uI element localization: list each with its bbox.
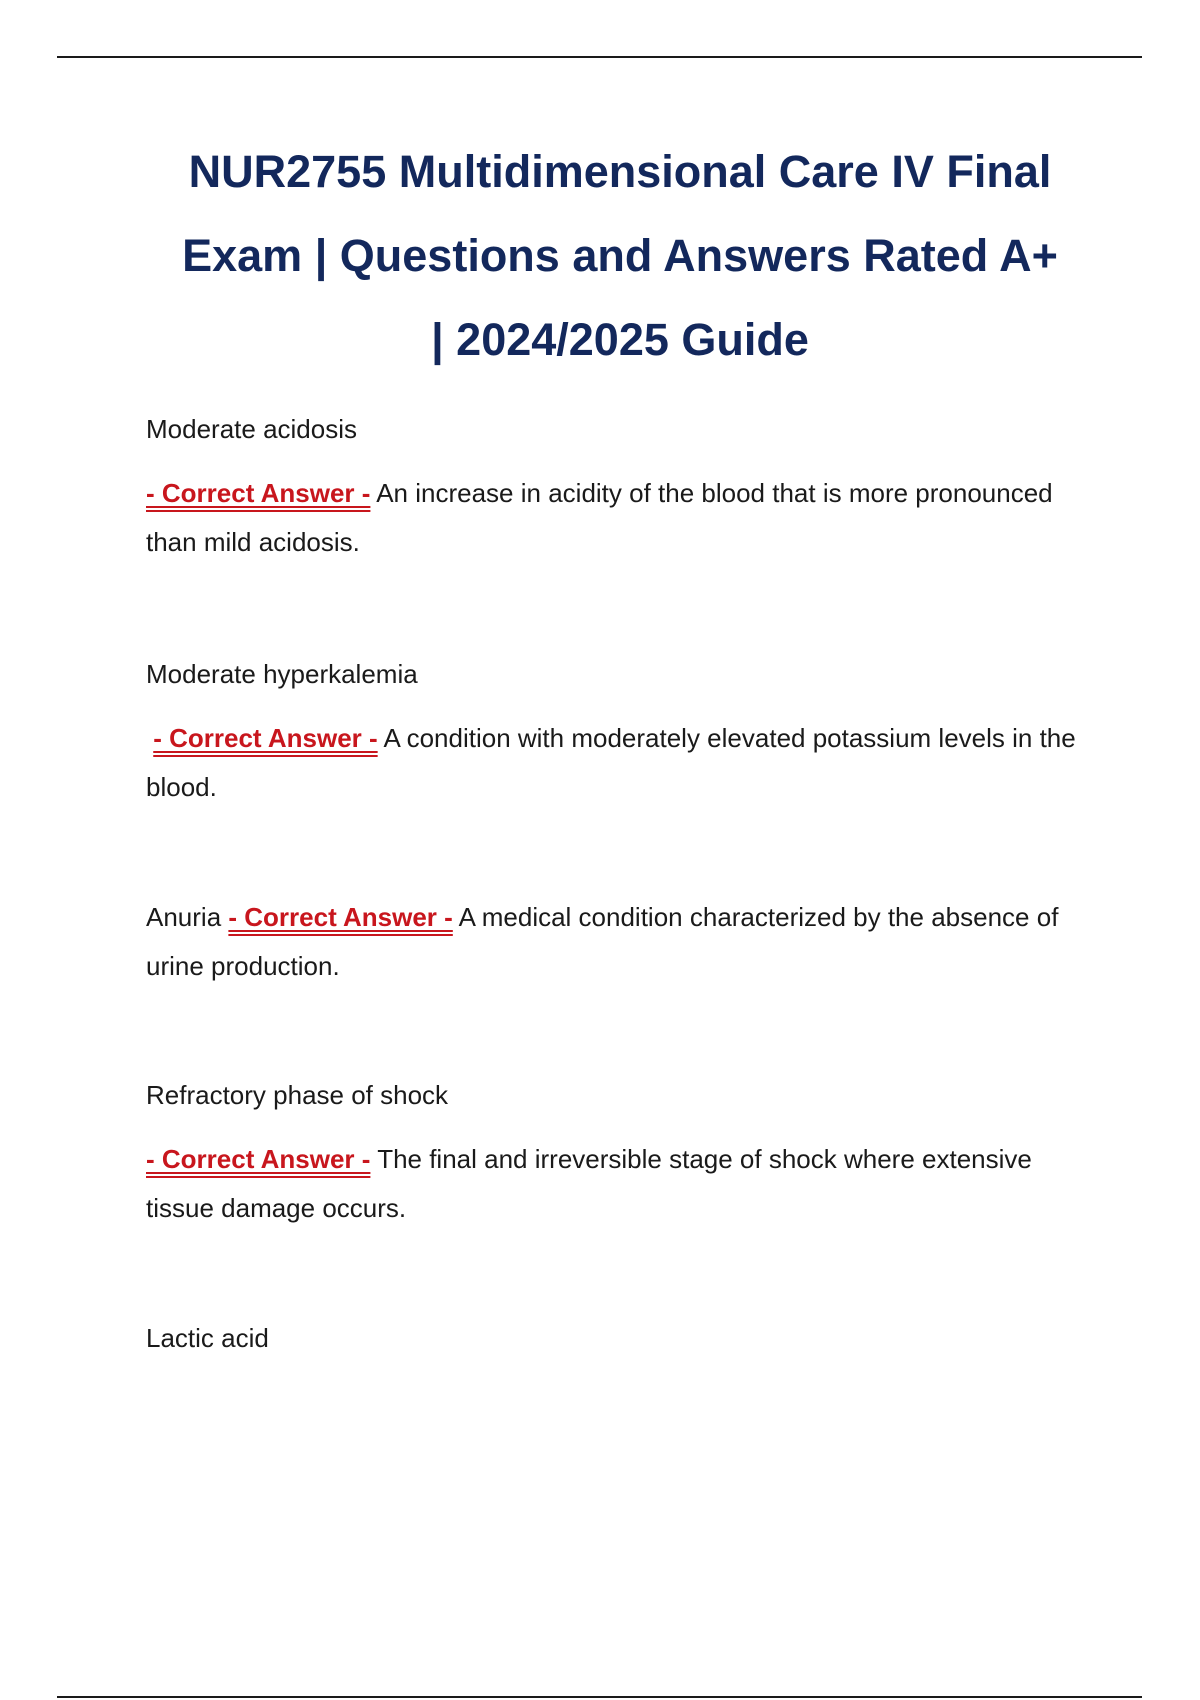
answer-text [146, 1135, 1096, 1233]
title-line-1: NUR2755 Multidimensional Care IV Final [188, 146, 1052, 197]
question-term: Refractory phase of shock [146, 1080, 449, 1110]
question-term: Moderate hyperkalemia [146, 659, 418, 689]
correct-answer-marker: - Correct Answer - [146, 478, 371, 508]
question-term: Anuria [146, 902, 222, 932]
bottom-rule [57, 1696, 1142, 1698]
answer-text [146, 469, 1096, 567]
correct-answer-marker: - Correct Answer - [146, 1144, 371, 1174]
question-term: Lactic acid [146, 1323, 269, 1353]
answer-definition: A medical condition characterized by the absence of urine production. [146, 902, 1059, 981]
answer-definition: A condition with moderately elevated potassium levels in the blood. [146, 723, 1076, 802]
page-title [130, 130, 1110, 382]
title-line-2: Exam | Questions and Answers Rated A+ [182, 230, 1058, 281]
question-term: Moderate acidosis [146, 414, 357, 444]
correct-answer-marker: - Correct Answer - [153, 723, 378, 753]
correct-answer-marker: - Correct Answer - [228, 902, 453, 932]
answer-definition: An increase in acidity of the blood that is more pronounced than mild acidosis. [146, 478, 1053, 557]
answer-definition: The final and irreversible stage of shock where extensive tissue damage occurs. [146, 1144, 1032, 1223]
answer-text [146, 893, 1096, 991]
answer-text [146, 714, 1096, 812]
title-line-3: | 2024/2025 Guide [431, 314, 809, 365]
top-rule [57, 56, 1142, 58]
